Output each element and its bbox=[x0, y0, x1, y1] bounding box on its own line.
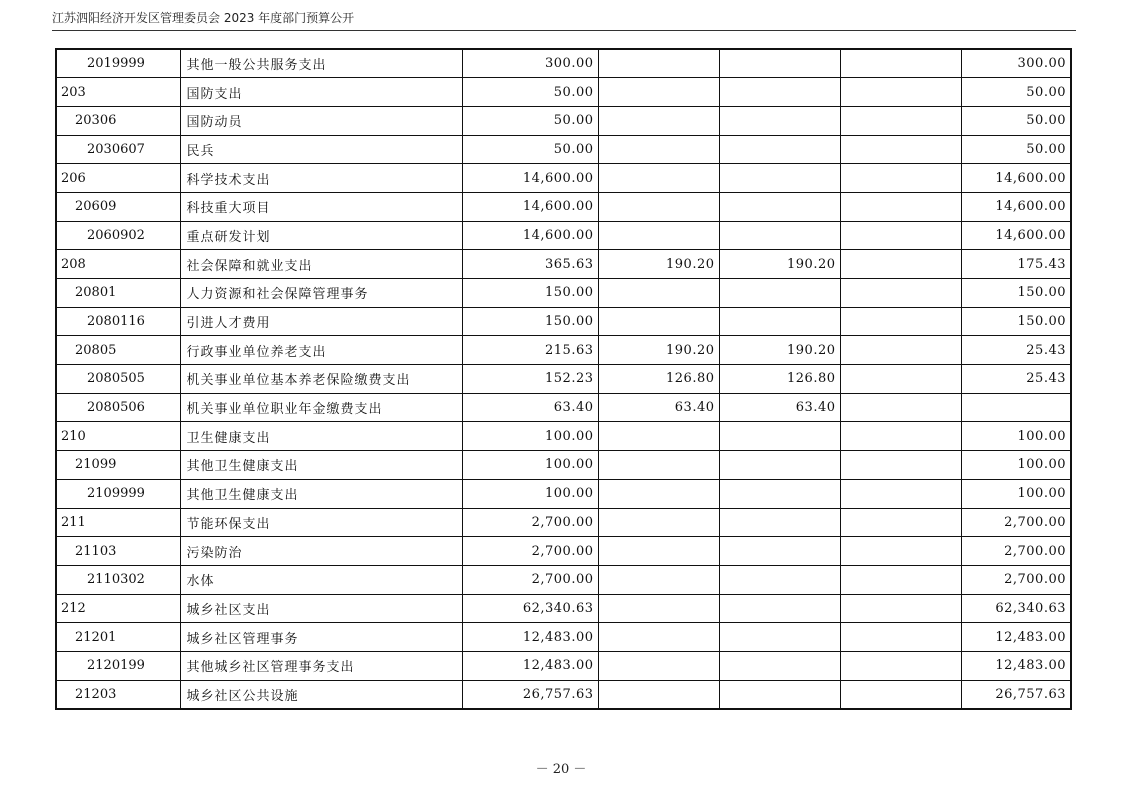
total-amount-cell: 26,757.63 bbox=[462, 680, 598, 709]
public-expenditure-cell bbox=[840, 680, 961, 709]
total-amount-cell: 12,483.00 bbox=[462, 623, 598, 652]
basic-expenditure-cell bbox=[598, 135, 719, 164]
item-name-cell: 国防动员 bbox=[180, 106, 462, 135]
item-name-cell: 城乡社区公共设施 bbox=[180, 680, 462, 709]
total-amount-cell: 2,700.00 bbox=[462, 537, 598, 566]
item-name-cell: 社会保障和就业支出 bbox=[180, 250, 462, 279]
item-name-cell: 国防支出 bbox=[180, 78, 462, 107]
basic-expenditure-cell: 126.80 bbox=[598, 365, 719, 394]
item-name-cell: 节能环保支出 bbox=[180, 508, 462, 537]
basic-expenditure-cell bbox=[598, 192, 719, 221]
basic-expenditure-cell bbox=[598, 594, 719, 623]
personnel-expenditure-cell bbox=[719, 451, 840, 480]
table-row bbox=[56, 106, 1071, 135]
personnel-expenditure-cell bbox=[719, 78, 840, 107]
total-amount-cell: 50.00 bbox=[462, 135, 598, 164]
project-expenditure-cell: 14,600.00 bbox=[961, 164, 1071, 193]
table-row bbox=[56, 680, 1071, 709]
function-code-cell: 21099 bbox=[56, 451, 180, 480]
table-row bbox=[56, 49, 1071, 78]
basic-expenditure-cell: 63.40 bbox=[598, 393, 719, 422]
item-name-cell: 其他一般公共服务支出 bbox=[180, 49, 462, 78]
function-code-cell: 2109999 bbox=[56, 479, 180, 508]
total-amount-cell: 14,600.00 bbox=[462, 192, 598, 221]
function-code-cell: 21203 bbox=[56, 680, 180, 709]
total-amount-cell: 50.00 bbox=[462, 106, 598, 135]
function-code-cell: 2019999 bbox=[56, 49, 180, 78]
basic-expenditure-cell bbox=[598, 106, 719, 135]
item-name-cell: 机关事业单位职业年金缴费支出 bbox=[180, 393, 462, 422]
project-expenditure-cell: 100.00 bbox=[961, 479, 1071, 508]
item-name-cell: 科技重大项目 bbox=[180, 192, 462, 221]
personnel-expenditure-cell bbox=[719, 49, 840, 78]
public-expenditure-cell bbox=[840, 164, 961, 193]
total-amount-cell: 152.23 bbox=[462, 365, 598, 394]
function-code-cell: 211 bbox=[56, 508, 180, 537]
item-name-cell: 其他城乡社区管理事务支出 bbox=[180, 651, 462, 680]
personnel-expenditure-cell: 126.80 bbox=[719, 365, 840, 394]
public-expenditure-cell bbox=[840, 250, 961, 279]
public-expenditure-cell bbox=[840, 221, 961, 250]
total-amount-cell: 100.00 bbox=[462, 451, 598, 480]
personnel-expenditure-cell bbox=[719, 623, 840, 652]
basic-expenditure-cell bbox=[598, 49, 719, 78]
basic-expenditure-cell bbox=[598, 164, 719, 193]
public-expenditure-cell bbox=[840, 307, 961, 336]
page-number: － 20 － bbox=[535, 762, 587, 777]
item-name-cell: 卫生健康支出 bbox=[180, 422, 462, 451]
personnel-expenditure-cell bbox=[719, 479, 840, 508]
function-code-cell: 2080116 bbox=[56, 307, 180, 336]
public-expenditure-cell bbox=[840, 393, 961, 422]
public-expenditure-cell bbox=[840, 135, 961, 164]
basic-expenditure-cell bbox=[598, 221, 719, 250]
table-row bbox=[56, 336, 1071, 365]
public-expenditure-cell bbox=[840, 78, 961, 107]
total-amount-cell: 14,600.00 bbox=[462, 221, 598, 250]
project-expenditure-cell: 14,600.00 bbox=[961, 192, 1071, 221]
personnel-expenditure-cell bbox=[719, 594, 840, 623]
public-expenditure-cell bbox=[840, 594, 961, 623]
function-code-cell: 21201 bbox=[56, 623, 180, 652]
function-code-cell: 2080506 bbox=[56, 393, 180, 422]
basic-expenditure-cell bbox=[598, 307, 719, 336]
item-name-cell: 其他卫生健康支出 bbox=[180, 479, 462, 508]
function-code-cell: 2030607 bbox=[56, 135, 180, 164]
project-expenditure-cell: 62,340.63 bbox=[961, 594, 1071, 623]
table-row bbox=[56, 623, 1071, 652]
personnel-expenditure-cell bbox=[719, 565, 840, 594]
item-name-cell: 机关事业单位基本养老保险缴费支出 bbox=[180, 365, 462, 394]
item-name-cell: 引进人才费用 bbox=[180, 307, 462, 336]
project-expenditure-cell: 175.43 bbox=[961, 250, 1071, 279]
item-name-cell: 城乡社区支出 bbox=[180, 594, 462, 623]
public-expenditure-cell bbox=[840, 623, 961, 652]
function-code-cell: 206 bbox=[56, 164, 180, 193]
total-amount-cell: 365.63 bbox=[462, 250, 598, 279]
item-name-cell: 人力资源和社会保障管理事务 bbox=[180, 279, 462, 308]
budget-table bbox=[55, 48, 1072, 710]
personnel-expenditure-cell bbox=[719, 106, 840, 135]
table-row bbox=[56, 508, 1071, 537]
public-expenditure-cell bbox=[840, 192, 961, 221]
function-code-cell: 21103 bbox=[56, 537, 180, 566]
total-amount-cell: 150.00 bbox=[462, 307, 598, 336]
table-row bbox=[56, 250, 1071, 279]
personnel-expenditure-cell bbox=[719, 422, 840, 451]
table-row bbox=[56, 279, 1071, 308]
personnel-expenditure-cell: 190.20 bbox=[719, 250, 840, 279]
table-row bbox=[56, 537, 1071, 566]
table-row bbox=[56, 594, 1071, 623]
table-row bbox=[56, 192, 1071, 221]
project-expenditure-cell: 50.00 bbox=[961, 78, 1071, 107]
basic-expenditure-cell bbox=[598, 680, 719, 709]
public-expenditure-cell bbox=[840, 422, 961, 451]
personnel-expenditure-cell bbox=[719, 279, 840, 308]
project-expenditure-cell: 12,483.00 bbox=[961, 651, 1071, 680]
project-expenditure-cell bbox=[961, 393, 1071, 422]
project-expenditure-cell: 12,483.00 bbox=[961, 623, 1071, 652]
project-expenditure-cell: 2,700.00 bbox=[961, 537, 1071, 566]
total-amount-cell: 62,340.63 bbox=[462, 594, 598, 623]
project-expenditure-cell: 2,700.00 bbox=[961, 565, 1071, 594]
function-code-cell: 210 bbox=[56, 422, 180, 451]
basic-expenditure-cell bbox=[598, 279, 719, 308]
function-code-cell: 20306 bbox=[56, 106, 180, 135]
total-amount-cell: 100.00 bbox=[462, 479, 598, 508]
table-row bbox=[56, 451, 1071, 480]
basic-expenditure-cell: 190.20 bbox=[598, 336, 719, 365]
table-row bbox=[56, 78, 1071, 107]
basic-expenditure-cell bbox=[598, 78, 719, 107]
project-expenditure-cell: 25.43 bbox=[961, 365, 1071, 394]
basic-expenditure-cell bbox=[598, 422, 719, 451]
personnel-expenditure-cell bbox=[719, 651, 840, 680]
personnel-expenditure-cell bbox=[719, 307, 840, 336]
project-expenditure-cell: 100.00 bbox=[961, 422, 1071, 451]
function-code-cell: 208 bbox=[56, 250, 180, 279]
function-code-cell: 203 bbox=[56, 78, 180, 107]
item-name-cell: 其他卫生健康支出 bbox=[180, 451, 462, 480]
project-expenditure-cell: 50.00 bbox=[961, 106, 1071, 135]
public-expenditure-cell bbox=[840, 365, 961, 394]
table-row bbox=[56, 393, 1071, 422]
table-row bbox=[56, 307, 1071, 336]
personnel-expenditure-cell bbox=[719, 192, 840, 221]
total-amount-cell: 100.00 bbox=[462, 422, 598, 451]
function-code-cell: 2110302 bbox=[56, 565, 180, 594]
personnel-expenditure-cell bbox=[719, 537, 840, 566]
table-row bbox=[56, 422, 1071, 451]
item-name-cell: 重点研发计划 bbox=[180, 221, 462, 250]
total-amount-cell: 2,700.00 bbox=[462, 565, 598, 594]
project-expenditure-cell: 26,757.63 bbox=[961, 680, 1071, 709]
total-amount-cell: 63.40 bbox=[462, 393, 598, 422]
public-expenditure-cell bbox=[840, 651, 961, 680]
total-amount-cell: 2,700.00 bbox=[462, 508, 598, 537]
basic-expenditure-cell bbox=[598, 651, 719, 680]
public-expenditure-cell bbox=[840, 336, 961, 365]
personnel-expenditure-cell: 190.20 bbox=[719, 336, 840, 365]
project-expenditure-cell: 100.00 bbox=[961, 451, 1071, 480]
item-name-cell: 污染防治 bbox=[180, 537, 462, 566]
public-expenditure-cell bbox=[840, 508, 961, 537]
function-code-cell: 2080505 bbox=[56, 365, 180, 394]
table-row bbox=[56, 479, 1071, 508]
personnel-expenditure-cell bbox=[719, 164, 840, 193]
project-expenditure-cell: 50.00 bbox=[961, 135, 1071, 164]
project-expenditure-cell: 25.43 bbox=[961, 336, 1071, 365]
public-expenditure-cell bbox=[840, 49, 961, 78]
personnel-expenditure-cell bbox=[719, 221, 840, 250]
basic-expenditure-cell bbox=[598, 565, 719, 594]
basic-expenditure-cell bbox=[598, 508, 719, 537]
personnel-expenditure-cell: 63.40 bbox=[719, 393, 840, 422]
table-row bbox=[56, 221, 1071, 250]
public-expenditure-cell bbox=[840, 479, 961, 508]
public-expenditure-cell bbox=[840, 565, 961, 594]
header-divider bbox=[52, 30, 1076, 31]
total-amount-cell: 300.00 bbox=[462, 49, 598, 78]
page-header-title: 江苏泗阳经济开发区管理委员会 2023 年度部门预算公开 bbox=[52, 11, 355, 25]
table-row bbox=[56, 565, 1071, 594]
project-expenditure-cell: 2,700.00 bbox=[961, 508, 1071, 537]
budget-table-body bbox=[56, 49, 1071, 709]
personnel-expenditure-cell bbox=[719, 508, 840, 537]
project-expenditure-cell: 300.00 bbox=[961, 49, 1071, 78]
personnel-expenditure-cell bbox=[719, 135, 840, 164]
total-amount-cell: 50.00 bbox=[462, 78, 598, 107]
public-expenditure-cell bbox=[840, 106, 961, 135]
basic-expenditure-cell bbox=[598, 479, 719, 508]
table-row bbox=[56, 651, 1071, 680]
function-code-cell: 212 bbox=[56, 594, 180, 623]
public-expenditure-cell bbox=[840, 537, 961, 566]
function-code-cell: 20609 bbox=[56, 192, 180, 221]
public-expenditure-cell bbox=[840, 279, 961, 308]
basic-expenditure-cell bbox=[598, 537, 719, 566]
function-code-cell: 2060902 bbox=[56, 221, 180, 250]
table-row bbox=[56, 365, 1071, 394]
function-code-cell: 20805 bbox=[56, 336, 180, 365]
item-name-cell: 水体 bbox=[180, 565, 462, 594]
item-name-cell: 科学技术支出 bbox=[180, 164, 462, 193]
total-amount-cell: 14,600.00 bbox=[462, 164, 598, 193]
function-code-cell: 20801 bbox=[56, 279, 180, 308]
total-amount-cell: 150.00 bbox=[462, 279, 598, 308]
personnel-expenditure-cell bbox=[719, 680, 840, 709]
project-expenditure-cell: 150.00 bbox=[961, 307, 1071, 336]
item-name-cell: 行政事业单位养老支出 bbox=[180, 336, 462, 365]
public-expenditure-cell bbox=[840, 451, 961, 480]
table-row bbox=[56, 135, 1071, 164]
basic-expenditure-cell bbox=[598, 623, 719, 652]
project-expenditure-cell: 150.00 bbox=[961, 279, 1071, 308]
item-name-cell: 城乡社区管理事务 bbox=[180, 623, 462, 652]
function-code-cell: 2120199 bbox=[56, 651, 180, 680]
table-row bbox=[56, 164, 1071, 193]
basic-expenditure-cell: 190.20 bbox=[598, 250, 719, 279]
total-amount-cell: 215.63 bbox=[462, 336, 598, 365]
total-amount-cell: 12,483.00 bbox=[462, 651, 598, 680]
basic-expenditure-cell bbox=[598, 451, 719, 480]
project-expenditure-cell: 14,600.00 bbox=[961, 221, 1071, 250]
item-name-cell: 民兵 bbox=[180, 135, 462, 164]
